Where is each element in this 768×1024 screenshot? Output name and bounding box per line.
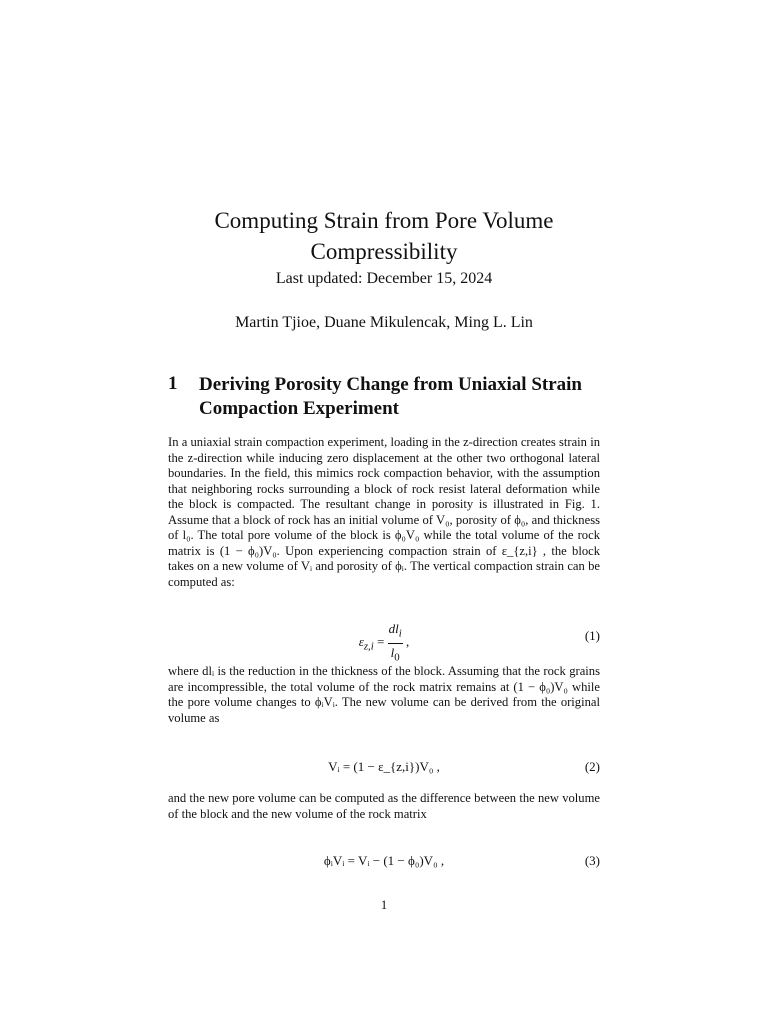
equation-2-body: Vᵢ = (1 − ε_{z,i})V₀ , xyxy=(328,759,440,774)
equation-3-body: ϕᵢVᵢ = Vᵢ − (1 − ϕ₀)V₀ , xyxy=(323,853,445,868)
section-title xyxy=(199,373,619,421)
eq1-lhs: ε xyxy=(358,634,364,650)
section-title-line-2: Compaction Experiment xyxy=(199,398,400,419)
equation-3-number: (3) xyxy=(584,853,600,868)
paragraph-pore-volume: and the new pore volume can be computed as the difference between the new volume of the block and the new volume of the rock matrix xyxy=(168,791,600,821)
section-title-line-1: Deriving Porosity Change from Uniaxial Strain xyxy=(199,374,582,395)
equation-1-body xyxy=(168,620,600,666)
paper-title-line-2: Compressibility xyxy=(310,239,458,264)
paragraph-intro: In a uniaxial strain compaction experiment, loading in the z-direction creates strain in the z-direction while inducing zero displacement at the other two orthogonal lateral boundaries. In the field, this mimics rock compaction behavior, with the assumption that neighboring rocks surrounding a block of rock resist lateral deformation while the block is compacted. The resultant change in porosity is illustrated in Fig. 1. Assume that a block of rock has an initial volume of V₀, porosity of ϕ₀, and thickness of l₀. The total pore volume of the block is ϕ₀V₀ while the total volume of the rock matrix is (1 − ϕ₀)V₀. Upon experiencing compaction strain of ε_{z,i} , the block takes on a new volume of Vᵢ and porosity of ϕᵢ. The vertical compaction strain can be computed as: xyxy=(168,435,600,589)
paragraph-thickness: where dlᵢ is the reduction in the thickness of the block. Assuming that the rock grains are incompressible, the total volume of the rock matrix remains at (1 − ϕ₀)V₀ while the pore volume changes to ϕᵢVᵢ. The new volume can be derived from the original volume as xyxy=(168,664,600,725)
section-number: 1 xyxy=(168,373,178,394)
equation-1-number: (1) xyxy=(584,628,600,643)
eq1-tail: , xyxy=(402,634,410,650)
eq1-denominator: $l_0$ xyxy=(390,644,400,664)
eq1-lhs-subscript: z,i xyxy=(363,640,374,653)
equation-1 xyxy=(168,620,600,664)
last-updated-date: Last updated: December 15, 2024 xyxy=(275,270,493,287)
paper-title-line-1: Computing Strain from Pore Volume xyxy=(214,208,554,233)
page-number: 1 xyxy=(380,898,388,912)
equation-2-number: (2) xyxy=(584,759,600,774)
eq1-fraction xyxy=(388,620,403,666)
eq1-equals: = xyxy=(377,634,385,650)
author-list: Martin Tjioe, Duane Mikulencak, Ming L. Lin xyxy=(235,314,533,331)
eq1-numerator: $dl_i$ xyxy=(388,620,403,644)
